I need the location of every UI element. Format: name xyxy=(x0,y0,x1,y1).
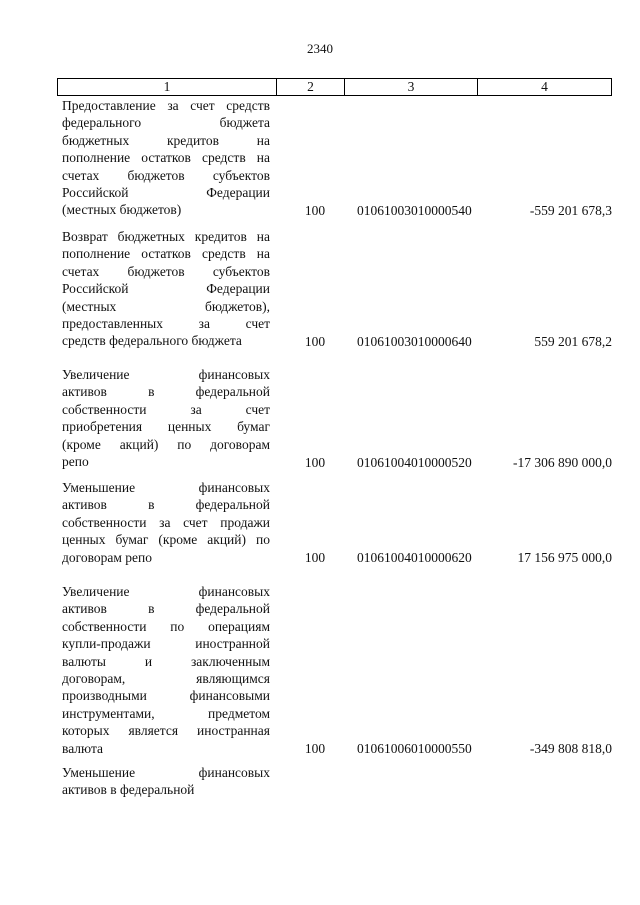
description-line: Увеличение финансовых xyxy=(62,584,270,599)
description-line: собственности по операциям xyxy=(62,618,270,634)
description-line: приобретения ценных бумаг xyxy=(62,419,270,435)
row-amount: -17 306 890 000,0 xyxy=(513,454,612,470)
column-header-2: 2 xyxy=(277,79,345,95)
description-line: (местных бюджетов), xyxy=(62,298,270,314)
row-amount: -559 201 678,3 xyxy=(529,202,612,218)
description-line: предоставленных за счет xyxy=(62,315,270,331)
description-line: производными финансовыми xyxy=(62,688,270,704)
description-line: валюта xyxy=(62,740,104,756)
description-line: договорам, являющимся xyxy=(62,670,270,686)
row-amount: -349 808 818,0 xyxy=(529,741,612,757)
description-line: Уменьшение финансовых xyxy=(62,480,270,495)
description-line: бюджетных кредитов на xyxy=(62,132,270,148)
description-line: инструментами, предметом xyxy=(62,705,270,721)
description-line: ценных бумаг (кроме акций) по xyxy=(62,532,270,548)
description-line: валюты и заключенным xyxy=(62,653,270,669)
description-line: пополнение остатков средств на xyxy=(62,246,270,262)
row-amount: 559 201 678,2 xyxy=(534,333,612,349)
row-description xyxy=(62,583,270,757)
description-line: (местных бюджетов) xyxy=(62,202,182,218)
description-line: собственности за счет xyxy=(62,401,270,417)
description-line: договорам репо xyxy=(62,549,152,565)
description-line: Возврат бюджетных кредитов на xyxy=(62,229,270,244)
description-line: федерального бюджета xyxy=(62,115,270,131)
row-code: 100 xyxy=(304,333,326,349)
description-line: активов в федеральной xyxy=(62,497,270,513)
row-kbk: 01061006010000550 xyxy=(357,741,472,757)
description-line: репо xyxy=(62,453,89,469)
row-amount: 17 156 975 000,0 xyxy=(517,550,612,566)
description-line: счетах бюджетов субъектов xyxy=(62,263,270,279)
row-kbk: 01061003010000640 xyxy=(357,333,472,349)
row-code: 100 xyxy=(304,550,326,566)
description-line: собственности за счет продажи xyxy=(62,514,270,530)
row-description xyxy=(62,97,270,219)
row-kbk: 01061004010000520 xyxy=(357,454,472,470)
description-line: Предоставление за счет средств xyxy=(62,98,270,113)
description-line: активов в федеральной xyxy=(62,601,270,617)
row-kbk: 01061003010000540 xyxy=(357,202,472,218)
description-line: Российской Федерации xyxy=(62,281,270,297)
description-line: купли-продажи иностранной xyxy=(62,636,270,652)
row-code: 100 xyxy=(304,454,326,470)
description-line: активов в федеральной xyxy=(62,384,270,400)
row-description xyxy=(62,479,270,566)
row-description xyxy=(62,228,270,350)
row-code: 100 xyxy=(304,741,326,757)
column-header-4: 4 xyxy=(541,79,548,94)
description-line: Увеличение финансовых xyxy=(62,367,270,382)
description-line: средств федерального бюджета xyxy=(62,333,242,349)
row-description xyxy=(62,764,270,799)
page-number: 2340 xyxy=(307,41,333,56)
description-line: (кроме акций) по договорам xyxy=(62,436,270,452)
row-description xyxy=(62,366,270,470)
description-line: счетах бюджетов субъектов xyxy=(62,167,270,183)
row-code: 100 xyxy=(304,202,326,218)
description-line: Российской Федерации xyxy=(62,184,270,200)
column-header-1: 1 xyxy=(58,79,277,95)
description-line: активов в федеральной xyxy=(62,782,195,798)
description-line: которых является иностранная xyxy=(62,723,270,739)
description-line: Уменьшение финансовых xyxy=(62,765,270,780)
row-kbk: 01061004010000620 xyxy=(357,550,472,566)
description-line: пополнение остатков средств на xyxy=(62,150,270,166)
column-header-3: 3 xyxy=(345,79,478,95)
table-header xyxy=(57,78,612,96)
